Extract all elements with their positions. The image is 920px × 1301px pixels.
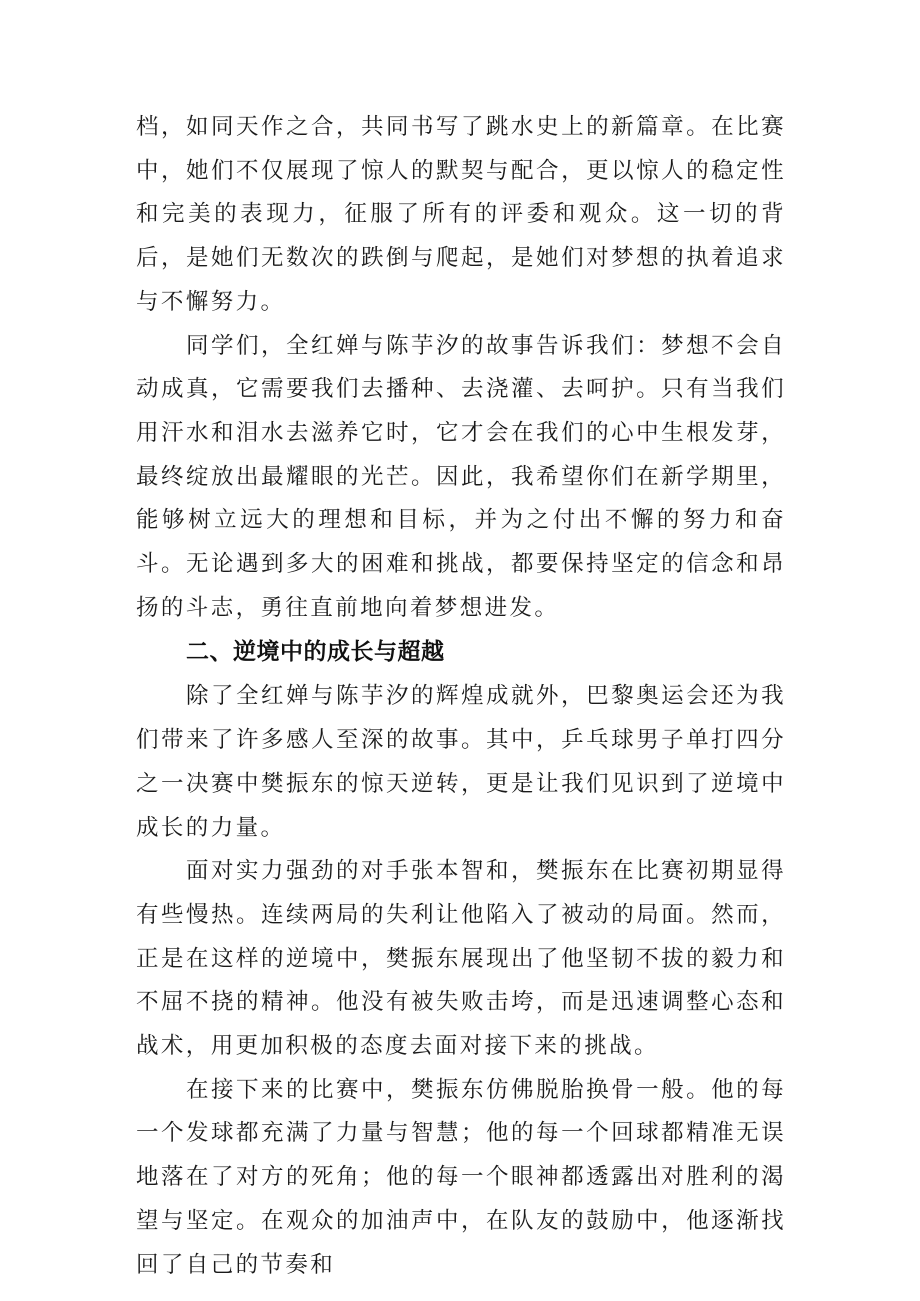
section-heading: 二、逆境中的成长与超越: [186, 639, 445, 666]
paragraph-olympic-stories: 除了全红婵与陈芋汐的辉煌成就外，巴黎奥运会还为我们带来了许多感人至深的故事。其中，乒乓球男子单打四分之一决赛中樊振东的惊天逆转，更是让我们见识到了逆境中成长的力量。: [136, 683, 786, 841]
paragraph-continuation: 档，如同天作之合，共同书写了跳水史上的新篇章。在比赛中，她们不仅展现了惊人的默契与配合，更以惊人的稳定性和完美的表现力，征服了所有的评委和观众。这一切的背后，是她们无数次的跌倒与爬起，是她们对梦想的执着追求与不懈努力。: [136, 114, 786, 315]
paragraph-adversity: 面对实力强劲的对手张本智和，樊振东在比赛初期显得有些慢热。连续两局的失利让他陷入了被动的局面。然而，正是在这样的逆境中，樊振东展现出了他坚韧不拔的毅力和不屈不挠的精神。他没有被失败击垮，而是迅速调整心态和战术，用更加积极的态度去面对接下来的挑战。: [136, 858, 786, 1060]
paragraph-dream-message: 同学们，全红婵与陈芋汐的故事告诉我们：梦想不会自动成真，它需要我们去播种、去浇灌、去呵护。只有当我们用汗水和泪水去滋养它时，它才会在我们的心中生根发芽，最终绽放出最耀眼的光芒。因此，我希望你们在新学期里，能够树立远大的理想和目标，并为之付出不懈的努力和奋斗。无论遇到多大的困难和挑战，都要保持坚定的信念和昂扬的斗志，勇往直前地向着梦想进发。: [136, 332, 786, 621]
document-body: [136, 106, 786, 1287]
paragraph-comeback: 在接下来的比赛中，樊振东仿佛脱胎换骨一般。他的每一个发球都充满了力量与智慧；他的每一个回球都精准无误地落在了对方的死角；他的每一个眼神都透露出对胜利的渴望与坚定。在观众的加油声中，在队友的鼓励中，他逐渐找回了自己的节奏和: [136, 1076, 786, 1278]
